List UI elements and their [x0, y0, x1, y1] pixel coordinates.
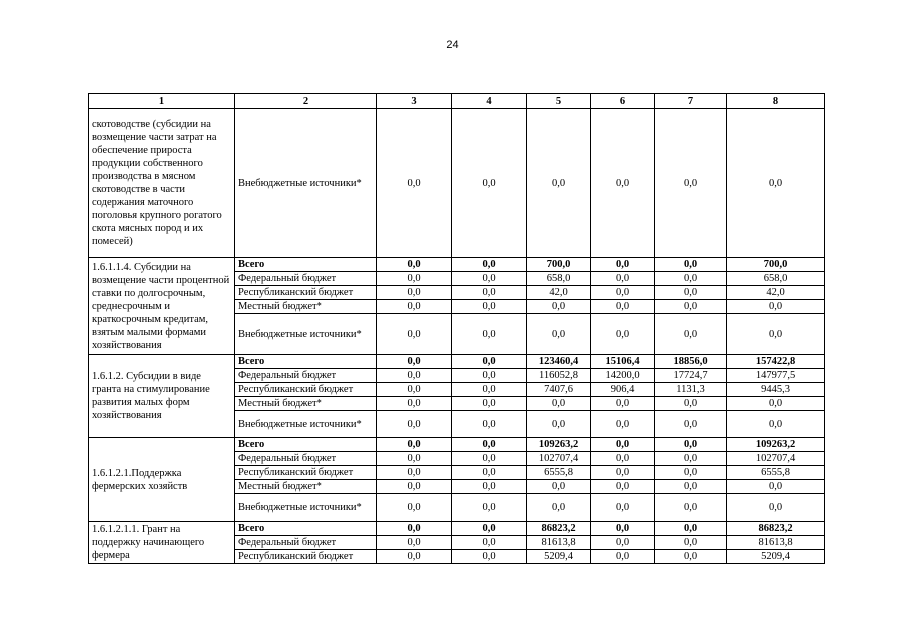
- value-cell: 0,0: [591, 494, 655, 522]
- funding-source: Внебюджетные источники*: [235, 411, 377, 438]
- value-cell: 0,0: [452, 536, 527, 550]
- value-cell: 0,0: [655, 258, 727, 272]
- value-cell: 0,0: [655, 452, 727, 466]
- budget-table: [88, 93, 825, 564]
- value-cell: 157422,8: [727, 355, 825, 369]
- funding-source: Республиканский бюджет: [235, 550, 377, 564]
- value-cell: 0,0: [377, 536, 452, 550]
- value-cell: 6555,8: [527, 466, 591, 480]
- funding-source: Республиканский бюджет: [235, 466, 377, 480]
- value-cell: 0,0: [655, 494, 727, 522]
- value-cell: 0,0: [377, 314, 452, 355]
- column-header: 5: [527, 94, 591, 109]
- value-cell: 0,0: [727, 480, 825, 494]
- value-cell: 0,0: [452, 286, 527, 300]
- column-header: 3: [377, 94, 452, 109]
- value-cell: 0,0: [655, 314, 727, 355]
- funding-source: Внебюджетные источники*: [235, 314, 377, 355]
- value-cell: 0,0: [377, 411, 452, 438]
- funding-source: Всего: [235, 355, 377, 369]
- value-cell: 0,0: [377, 522, 452, 536]
- value-cell: 0,0: [727, 494, 825, 522]
- value-cell: 658,0: [527, 272, 591, 286]
- value-cell: 0,0: [591, 536, 655, 550]
- item-description: скотоводстве (субсидии на возмещение части затрат на обеспечение прироста продукции собственного производства в мясном скотоводстве в части содержания маточного поголовья крупного рогатого скота мясных пород и их помесей): [89, 109, 235, 258]
- value-cell: 0,0: [452, 452, 527, 466]
- value-cell: 102707,4: [727, 452, 825, 466]
- value-cell: 0,0: [377, 369, 452, 383]
- value-cell: 81613,8: [527, 536, 591, 550]
- funding-source: Федеральный бюджет: [235, 272, 377, 286]
- value-cell: 0,0: [452, 438, 527, 452]
- value-cell: 6555,8: [727, 466, 825, 480]
- value-cell: 0,0: [655, 536, 727, 550]
- value-cell: 18856,0: [655, 355, 727, 369]
- value-cell: 0,0: [527, 480, 591, 494]
- table-row: [89, 109, 825, 258]
- value-cell: 0,0: [655, 522, 727, 536]
- value-cell: 0,0: [727, 397, 825, 411]
- value-cell: 5209,4: [527, 550, 591, 564]
- value-cell: 0,0: [377, 258, 452, 272]
- value-cell: 0,0: [591, 258, 655, 272]
- value-cell: 0,0: [377, 466, 452, 480]
- value-cell: 7407,6: [527, 383, 591, 397]
- value-cell: 0,0: [527, 494, 591, 522]
- value-cell: 0,0: [452, 466, 527, 480]
- value-cell: 0,0: [377, 452, 452, 466]
- value-cell: 0,0: [591, 286, 655, 300]
- value-cell: 0,0: [591, 522, 655, 536]
- value-cell: 0,0: [377, 286, 452, 300]
- value-cell: 0,0: [452, 314, 527, 355]
- value-cell: 0,0: [727, 300, 825, 314]
- value-cell: 700,0: [727, 258, 825, 272]
- value-cell: 0,0: [655, 411, 727, 438]
- value-cell: 0,0: [591, 109, 655, 258]
- value-cell: 0,0: [655, 272, 727, 286]
- value-cell: 0,0: [377, 550, 452, 564]
- value-cell: 0,0: [377, 300, 452, 314]
- value-cell: 0,0: [591, 438, 655, 452]
- value-cell: 0,0: [727, 314, 825, 355]
- value-cell: 0,0: [655, 480, 727, 494]
- funding-source: Местный бюджет*: [235, 300, 377, 314]
- value-cell: 0,0: [655, 550, 727, 564]
- value-cell: 0,0: [377, 480, 452, 494]
- value-cell: 109263,2: [727, 438, 825, 452]
- value-cell: 17724,7: [655, 369, 727, 383]
- value-cell: 0,0: [527, 411, 591, 438]
- value-cell: 109263,2: [527, 438, 591, 452]
- value-cell: 0,0: [655, 466, 727, 480]
- value-cell: 0,0: [591, 550, 655, 564]
- funding-source: Федеральный бюджет: [235, 536, 377, 550]
- value-cell: 15106,4: [591, 355, 655, 369]
- value-cell: 0,0: [377, 397, 452, 411]
- value-cell: 0,0: [591, 452, 655, 466]
- value-cell: 658,0: [727, 272, 825, 286]
- value-cell: 86823,2: [727, 522, 825, 536]
- value-cell: 0,0: [452, 383, 527, 397]
- value-cell: 0,0: [591, 314, 655, 355]
- value-cell: 0,0: [655, 109, 727, 258]
- value-cell: 700,0: [527, 258, 591, 272]
- value-cell: 0,0: [727, 411, 825, 438]
- value-cell: 0,0: [377, 494, 452, 522]
- value-cell: 147977,5: [727, 369, 825, 383]
- value-cell: 0,0: [452, 300, 527, 314]
- value-cell: 0,0: [377, 383, 452, 397]
- column-header: 1: [89, 94, 235, 109]
- value-cell: 0,0: [452, 369, 527, 383]
- value-cell: 0,0: [527, 300, 591, 314]
- value-cell: 0,0: [452, 258, 527, 272]
- value-cell: 0,0: [591, 411, 655, 438]
- value-cell: 116052,8: [527, 369, 591, 383]
- funding-source: Внебюджетные источники*: [235, 494, 377, 522]
- funding-source: Местный бюджет*: [235, 397, 377, 411]
- funding-source: Республиканский бюджет: [235, 383, 377, 397]
- value-cell: 1131,3: [655, 383, 727, 397]
- value-cell: 0,0: [377, 355, 452, 369]
- table-row: [89, 355, 825, 369]
- value-cell: 0,0: [527, 314, 591, 355]
- column-header: 6: [591, 94, 655, 109]
- funding-source: Всего: [235, 438, 377, 452]
- item-description: 1.6.1.1.4. Субсидии на возмещение части процентной ставки по долгосрочным, среднесрочным и краткосрочным кредитам, взятым малыми формами хозяйствования: [89, 258, 235, 355]
- value-cell: 0,0: [591, 272, 655, 286]
- value-cell: 0,0: [655, 397, 727, 411]
- column-header: 2: [235, 94, 377, 109]
- value-cell: 0,0: [452, 550, 527, 564]
- item-description: 1.6.1.2.1.Поддержка фермерских хозяйств: [89, 438, 235, 522]
- table-row: [89, 438, 825, 452]
- value-cell: 0,0: [591, 397, 655, 411]
- value-cell: 0,0: [591, 480, 655, 494]
- page-number: 24: [446, 39, 459, 51]
- value-cell: 0,0: [452, 272, 527, 286]
- value-cell: 42,0: [727, 286, 825, 300]
- value-cell: 0,0: [727, 109, 825, 258]
- value-cell: 102707,4: [527, 452, 591, 466]
- table-body: [89, 109, 825, 564]
- funding-source: Федеральный бюджет: [235, 452, 377, 466]
- column-header: 4: [452, 94, 527, 109]
- funding-source: Всего: [235, 258, 377, 272]
- value-cell: 0,0: [527, 109, 591, 258]
- table-row: [89, 522, 825, 536]
- value-cell: 0,0: [527, 397, 591, 411]
- funding-source: Федеральный бюджет: [235, 369, 377, 383]
- value-cell: 81613,8: [727, 536, 825, 550]
- value-cell: 0,0: [377, 272, 452, 286]
- column-header: 8: [727, 94, 825, 109]
- value-cell: 5209,4: [727, 550, 825, 564]
- value-cell: 0,0: [452, 109, 527, 258]
- value-cell: 0,0: [452, 355, 527, 369]
- value-cell: 0,0: [591, 300, 655, 314]
- header-row: [89, 94, 825, 109]
- column-header: 7: [655, 94, 727, 109]
- value-cell: 0,0: [377, 109, 452, 258]
- value-cell: 0,0: [655, 286, 727, 300]
- funding-source: Всего: [235, 522, 377, 536]
- value-cell: 0,0: [452, 411, 527, 438]
- funding-source: Местный бюджет*: [235, 480, 377, 494]
- value-cell: 86823,2: [527, 522, 591, 536]
- table-row: [89, 258, 825, 272]
- value-cell: 14200,0: [591, 369, 655, 383]
- value-cell: 123460,4: [527, 355, 591, 369]
- funding-source: Внебюджетные источники*: [235, 109, 377, 258]
- value-cell: 9445,3: [727, 383, 825, 397]
- value-cell: 0,0: [655, 300, 727, 314]
- value-cell: 0,0: [591, 466, 655, 480]
- funding-source: Республиканский бюджет: [235, 286, 377, 300]
- value-cell: 0,0: [452, 480, 527, 494]
- value-cell: 906,4: [591, 383, 655, 397]
- value-cell: 0,0: [452, 397, 527, 411]
- value-cell: 42,0: [527, 286, 591, 300]
- value-cell: 0,0: [452, 522, 527, 536]
- value-cell: 0,0: [655, 438, 727, 452]
- item-description: 1.6.1.2. Субсидии в виде гранта на стимулирование развития малых форм хозяйствования: [89, 355, 235, 438]
- value-cell: 0,0: [452, 494, 527, 522]
- item-description: 1.6.1.2.1.1. Грант на поддержку начинающего фермера: [89, 522, 235, 564]
- value-cell: 0,0: [377, 438, 452, 452]
